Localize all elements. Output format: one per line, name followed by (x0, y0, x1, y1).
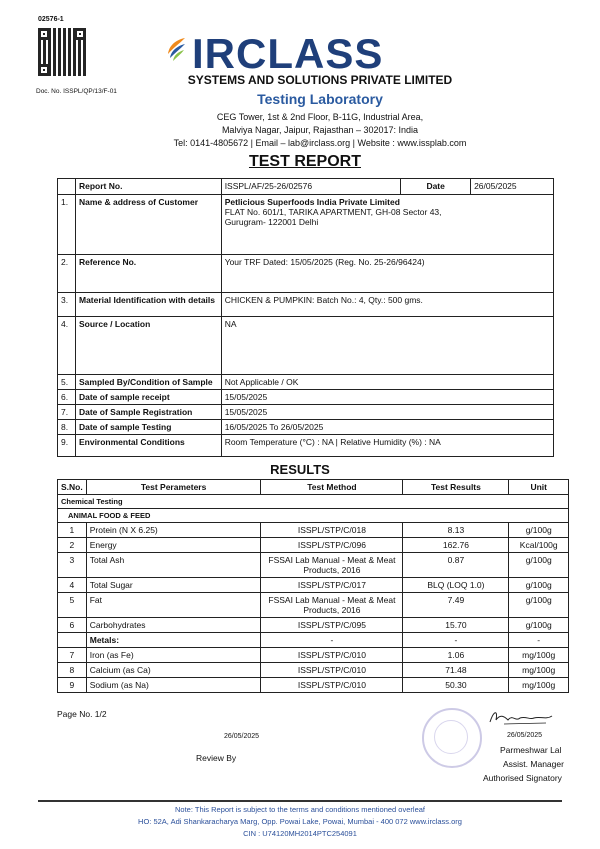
date-label: Date (401, 179, 471, 195)
signer-name: Parmeshwar Lal (500, 745, 562, 755)
result-unit: mg/100g (509, 663, 569, 678)
section-row (58, 495, 569, 509)
date-value: 26/05/2025 (471, 179, 554, 195)
detail-value: NA (221, 317, 553, 375)
result-sno: 5 (58, 593, 87, 618)
result-sno: 3 (58, 553, 87, 578)
result-unit: g/100g (509, 553, 569, 578)
row-number: 7. (58, 405, 76, 420)
detail-row (58, 390, 554, 405)
detail-row (58, 420, 554, 435)
detail-label: Sampled By/Condition of Sample (75, 375, 221, 390)
footer-cin: CIN : U74120MH2014PTC254091 (243, 829, 357, 838)
result-value: 71.48 (403, 663, 509, 678)
company-name: SYSTEMS AND SOLUTIONS PRIVATE LIMITED (187, 73, 453, 87)
detail-value: CHICKEN & PUMPKIN: Batch No.: 4, Qty.: 500 gms. (221, 293, 553, 317)
result-parameter: Total Ash (86, 553, 261, 578)
detail-value: Your TRF Dated: 15/05/2025 (Reg. No. 25-26/96424) (221, 255, 553, 293)
signature-icon (486, 706, 558, 730)
footer-address: HO: 52A, Adi Shankaracharya Marg, Opp. Powai Lake, Powai, Mumbai - 400 072 www.irclass.org (138, 817, 462, 826)
result-parameter: Protein (N X 6.25) (86, 523, 261, 538)
result-sno: 7 (58, 648, 87, 663)
result-method (261, 593, 403, 618)
detail-label: Environmental Conditions (75, 435, 221, 457)
row-number: 2. (58, 255, 76, 293)
leaf-logo-icon (165, 36, 187, 62)
result-value: BLQ (LOQ 1.0) (403, 578, 509, 593)
result-sno: 2 (58, 538, 87, 553)
detail-value: Not Applicable / OK (221, 375, 553, 390)
detail-label: Date of Sample Registration (75, 405, 221, 420)
result-method (261, 578, 403, 593)
detail-row (58, 317, 554, 375)
detail-row (58, 405, 554, 420)
result-sno: 1 (58, 523, 87, 538)
result-row (58, 538, 569, 553)
method-line-1: ISSPL/STP/C/018 (297, 525, 366, 535)
detail-label: Source / Location (75, 317, 221, 375)
detail-label: Date of sample Testing (75, 420, 221, 435)
doc-number: Doc. No. ISSPL/QP/13/F-01 (36, 88, 117, 95)
result-parameter: Calcium (as Ca) (86, 663, 261, 678)
result-unit: g/100g (509, 618, 569, 633)
address-line-1: CEG Tower, 1st & 2nd Floor, B-11G, Industrial Area, (216, 112, 424, 122)
row-number: 5. (58, 375, 76, 390)
result-method (261, 618, 403, 633)
result-unit: g/100g (509, 578, 569, 593)
method-line-2: Products, 2016 (303, 605, 361, 615)
detail-value: Room Temperature (°C) : NA | Relative Humidity (%) : NA (221, 435, 553, 457)
result-parameter: Total Sugar (86, 578, 261, 593)
customer-address-2: Gurugram- 122001 Delhi (224, 217, 319, 227)
lab-name: Testing Laboratory (257, 91, 383, 107)
result-sno: 9 (58, 678, 87, 693)
customer-address-1: FLAT No. 601/1, TARIKA APARTMENT, GH-08 Sector 43, (224, 207, 442, 217)
method-line-1: ISSPL/STP/C/010 (297, 680, 366, 690)
result-row (58, 663, 569, 678)
result-value: 50.30 (403, 678, 509, 693)
result-value: 1.06 (403, 648, 509, 663)
result-sno (58, 633, 87, 648)
detail-value: 16/05/2025 To 26/05/2025 (221, 420, 553, 435)
detail-label: Material Identification with details (75, 293, 221, 317)
result-value: 7.49 (403, 593, 509, 618)
signer-role: Authorised Signatory (483, 773, 562, 783)
result-parameter: Iron (as Fe) (86, 648, 261, 663)
row-number: 6. (58, 390, 76, 405)
result-value: 8.13 (403, 523, 509, 538)
result-parameter: Metals: (86, 633, 261, 648)
col-header-parameter: Test Perameters (86, 480, 261, 495)
row-number: 3. (58, 293, 76, 317)
section-label: Chemical Testing (58, 495, 569, 509)
col-header-unit: Unit (509, 480, 569, 495)
sign-date: 26/05/2025 (507, 732, 543, 739)
method-line-1: ISSPL/STP/C/010 (297, 665, 366, 675)
result-unit: - (509, 633, 569, 648)
result-row (58, 633, 569, 648)
lab-stamp (422, 708, 482, 768)
results-header-row (58, 480, 569, 495)
detail-row (58, 375, 554, 390)
result-row (58, 523, 569, 538)
row-number: 9. (58, 435, 76, 457)
doc-ref-top: 02576-1 (38, 16, 64, 23)
review-date: 26/05/2025 (224, 733, 260, 740)
result-parameter: Fat (86, 593, 261, 618)
result-unit: mg/100g (509, 648, 569, 663)
result-method (261, 663, 403, 678)
page-number: Page No. 1/2 (57, 709, 107, 719)
col-header-method: Test Method (261, 480, 403, 495)
result-parameter: Carbohydrates (86, 618, 261, 633)
brand-logo: IRCLASS (192, 30, 384, 77)
report-title: TEST REPORT (248, 153, 361, 170)
report-details-table (57, 178, 554, 457)
method-line-1: FSSAI Lab Manual - Meat & Meat (268, 595, 396, 605)
row-number: 4. (58, 317, 76, 375)
result-value: - (403, 633, 509, 648)
row-number: 1. (58, 195, 76, 255)
method-line-1: ISSPL/STP/C/096 (297, 540, 366, 550)
result-parameter: Energy (86, 538, 261, 553)
detail-value: 15/05/2025 (221, 390, 553, 405)
result-row (58, 618, 569, 633)
col-header-result: Test Results (403, 480, 509, 495)
detail-row (58, 255, 554, 293)
subsection-row (58, 509, 569, 523)
result-row (58, 578, 569, 593)
result-method (261, 523, 403, 538)
result-row (58, 678, 569, 693)
result-value: 15.70 (403, 618, 509, 633)
method-line-1: ISSPL/STP/C/010 (297, 650, 366, 660)
result-unit: g/100g (509, 523, 569, 538)
result-method (261, 648, 403, 663)
customer-name: Petlicious Superfoods India Private Limited (224, 197, 400, 207)
detail-value (221, 195, 553, 255)
result-method (261, 553, 403, 578)
result-unit: g/100g (509, 593, 569, 618)
address-line-2: Malviya Nagar, Jaipur, Rajasthan – 302017: India (221, 125, 419, 135)
detail-value: 15/05/2025 (221, 405, 553, 420)
review-by-label: Review By (196, 753, 237, 763)
detail-row (58, 195, 554, 255)
results-title: RESULTS (270, 462, 330, 477)
signer-title: Assist. Manager (503, 759, 564, 769)
detail-row (58, 435, 554, 457)
col-header-sno: S.No. (58, 480, 87, 495)
report-no-value: ISSPL/AF/25-26/02576 (221, 179, 401, 195)
result-method (261, 678, 403, 693)
result-row (58, 553, 569, 578)
detail-label: Reference No. (75, 255, 221, 293)
result-value: 162.76 (403, 538, 509, 553)
footer-note: Note: This Report is subject to the terms and conditions mentioned overleaf (175, 805, 425, 814)
method-line-1: ISSPL/STP/C/095 (297, 620, 366, 630)
qr-code (38, 28, 86, 76)
result-value: 0.87 (403, 553, 509, 578)
result-row (58, 648, 569, 663)
detail-label: Name & address of Customer (75, 195, 221, 255)
result-method (261, 633, 403, 648)
result-sno: 8 (58, 663, 87, 678)
detail-label: Date of sample receipt (75, 390, 221, 405)
report-no-label: Report No. (75, 179, 221, 195)
results-table (57, 479, 569, 693)
result-sno: 4 (58, 578, 87, 593)
method-line-2: Products, 2016 (303, 565, 361, 575)
method-line-1: FSSAI Lab Manual - Meat & Meat (268, 555, 396, 565)
footer-divider (38, 800, 562, 802)
method-line-1: ISSPL/STP/C/017 (297, 580, 366, 590)
contact-line: Tel: 0141-4805672 | Email – lab@irclass.org | Website : www.issplab.com (173, 138, 467, 148)
result-parameter: Sodium (as Na) (86, 678, 261, 693)
subsection-label: ANIMAL FOOD & FEED (58, 509, 569, 523)
result-unit: Kcal/100g (509, 538, 569, 553)
report-no-row (58, 179, 554, 195)
row-number: 8. (58, 420, 76, 435)
method-line-1: - (330, 635, 334, 645)
results-body (58, 523, 569, 693)
result-row (58, 593, 569, 618)
result-method (261, 538, 403, 553)
detail-row (58, 293, 554, 317)
result-sno: 6 (58, 618, 87, 633)
result-unit: mg/100g (509, 678, 569, 693)
